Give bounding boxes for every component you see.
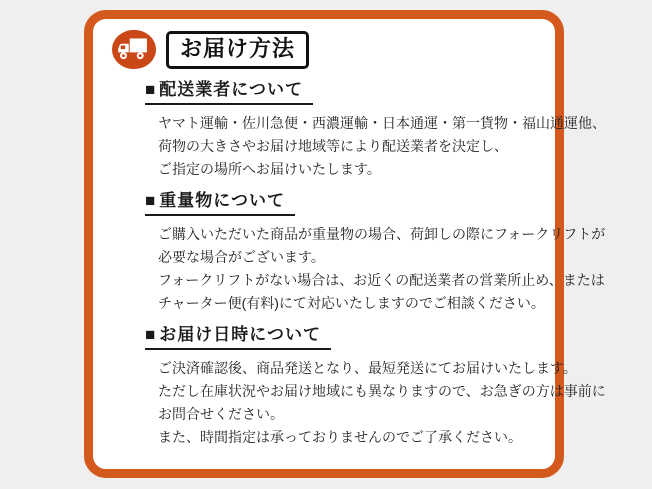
truck-icon [111, 29, 157, 70]
text-line: ヤマト運輸・佐川急便・西濃運輸・日本通運・第一貨物・福山通運他、 [158, 115, 606, 131]
text-line: ご決済確認後、商品発送となり、最短発送にてお届けいたします。 [158, 360, 577, 376]
section-heading-label: お届け日時について [159, 325, 321, 344]
text-line: ご購入いただいた商品が重量物の場合、荷卸しの際にフォークリフトが [158, 226, 606, 242]
section-heading [145, 190, 295, 216]
text-line: 必要な場合がございます。 [158, 249, 325, 265]
content [145, 79, 606, 449]
square-bullet-icon: ■ [145, 325, 157, 344]
text-line: フォークリフトがない場合は、お近くの配送業者の営業所止め、または [158, 272, 605, 288]
text-line: 荷物の大きさやお届け地域等により配送業者を決定し、 [158, 138, 508, 154]
text-line: ご指定の場所へお届けいたします。 [158, 161, 381, 177]
section-body [158, 357, 606, 449]
text-line: また、時間指定は承っておりませんのでご了承ください。 [158, 429, 522, 445]
square-bullet-icon: ■ [145, 80, 157, 99]
square-bullet-icon: ■ [145, 191, 157, 210]
page-title: お届け方法 [166, 31, 309, 69]
section-delivery-carriers [145, 79, 606, 181]
section-heading-label: 重量物について [159, 191, 285, 210]
text-line: お問合せください。 [158, 406, 284, 422]
section-heavy-items [145, 190, 606, 315]
section-heading-label: 配送業者について [159, 80, 303, 99]
text-line: チャーター便(有料)にて対応いたしますのでご相談ください。 [158, 295, 545, 311]
section-body [158, 223, 606, 315]
section-heading [145, 79, 313, 105]
section-body [158, 112, 606, 181]
header [111, 29, 539, 70]
text-line: ただし在庫状況やお届け地域にも異なりますので、お急ぎの方は事前に [158, 383, 606, 399]
section-heading [145, 324, 331, 350]
delivery-info-card [84, 10, 606, 478]
section-delivery-datetime [145, 324, 606, 449]
